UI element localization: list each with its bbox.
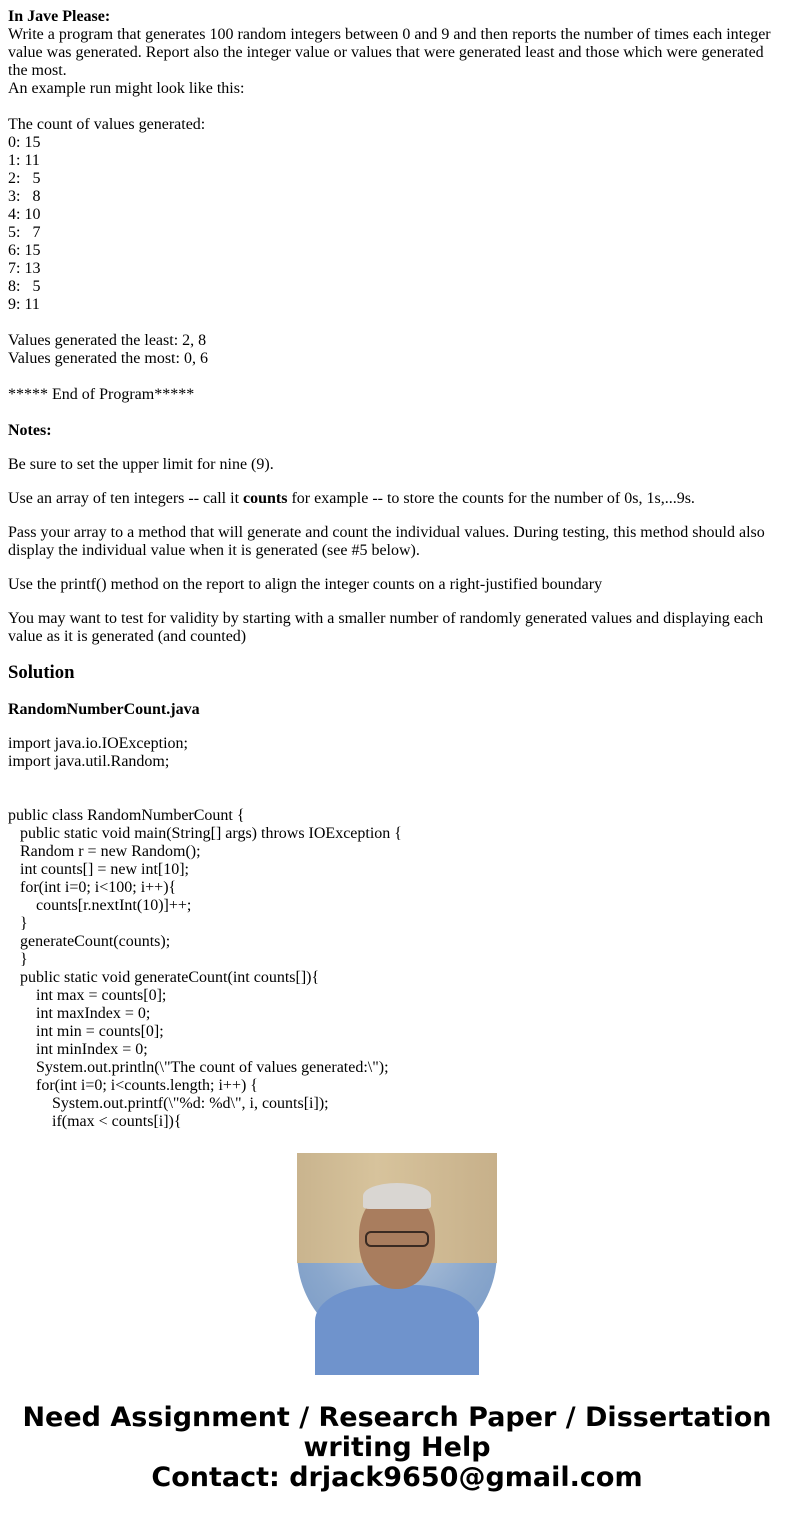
code-line: import java.io.IOException;: [8, 735, 188, 752]
code-line: System.out.println(\"The count of values generated:\");: [36, 1059, 389, 1076]
avatar-shirt: [315, 1285, 479, 1375]
example-count-line: 2: 5: [8, 170, 41, 187]
promo-banner: [0, 1403, 794, 1493]
code-line: for(int i=0; i<counts.length; i++) {: [36, 1077, 258, 1094]
note-1: Be sure to set the upper limit for nine (9).: [8, 456, 274, 473]
code-line: int maxIndex = 0;: [36, 1005, 151, 1022]
question-intro: Write a program that generates 100 random integers between 0 and 9 and then reports the number of times each integer value was generated. Report also the integer value or values that were generated least and those which were generated the most.: [8, 26, 775, 79]
note-2-text-end: for example -- to store the counts for the number of 0s, 1s,...9s.: [287, 490, 695, 507]
document-body: [8, 8, 778, 1130]
code-line: }: [20, 951, 28, 968]
example-count-line: 6: 15: [8, 242, 41, 259]
notes-label: Notes:: [8, 422, 52, 439]
example-end: ***** End of Program*****: [8, 386, 195, 403]
note-2-text: Use an array of ten integers -- call it: [8, 490, 244, 507]
code-line: int counts[] = new int[10];: [20, 861, 189, 878]
example-most: Values generated the most: 0, 6: [8, 350, 208, 367]
question-title: In Jave Please:: [8, 8, 111, 25]
author-avatar: [297, 1153, 497, 1353]
code-line: [8, 771, 778, 789]
banner-line-2: writing Help: [303, 1432, 491, 1463]
note-3: Pass your array to a method that will generate and count the individual values. During testing, this method should also display the individual value when it is generated (see #5 below).: [8, 524, 765, 559]
code-line: [8, 789, 778, 807]
solution-code: [8, 735, 778, 1130]
code-line: Random r = new Random();: [20, 843, 201, 860]
code-line: import java.util.Random;: [8, 753, 170, 770]
example-count-line: 9: 11: [8, 296, 40, 313]
note-5: You may want to test for validity by starting with a smaller number of randomly generated values and displaying each value as it is generated (and counted): [8, 610, 764, 645]
example-least: Values generated the least: 2, 8: [8, 332, 207, 349]
code-line: for(int i=0; i<100; i++){: [20, 879, 177, 896]
code-line: generateCount(counts);: [20, 933, 171, 950]
solution-filename: RandomNumberCount.java: [8, 701, 200, 718]
example-count-line: 3: 8: [8, 188, 41, 205]
example-count-line: 5: 7: [8, 224, 41, 241]
code-line: System.out.printf(\"%d: %d\", i, counts[i]);: [52, 1095, 329, 1112]
example-count-line: 0: 15: [8, 134, 41, 151]
code-line: }: [20, 915, 28, 932]
avatar-glasses: [365, 1231, 429, 1247]
note-4: Use the printf() method on the report to align the integer counts on a right-justified boundary: [8, 576, 603, 593]
example-heading: The count of values generated:: [8, 116, 206, 133]
code-line: if(max < counts[i]){: [52, 1113, 182, 1130]
example-count-line: 1: 11: [8, 152, 40, 169]
example-count-line: 7: 13: [8, 260, 41, 277]
solution-heading: Solution: [8, 662, 75, 683]
example-intro: An example run might look like this:: [8, 80, 245, 97]
banner-line-1: Need Assignment / Research Paper / Dissertation: [22, 1402, 772, 1433]
banner-contact: Contact: drjack9650@gmail.com: [151, 1462, 643, 1493]
example-count-line: 8: 5: [8, 278, 41, 295]
code-line: counts[r.nextInt(10)]++;: [36, 897, 192, 914]
code-line: public static void main(String[] args) throws IOException {: [20, 825, 402, 842]
note-2: [8, 490, 778, 508]
code-line: int minIndex = 0;: [36, 1041, 148, 1058]
code-line: int max = counts[0];: [36, 987, 167, 1004]
code-line: public static void generateCount(int counts[]){: [20, 969, 320, 986]
example-count-line: 4: 10: [8, 206, 41, 223]
avatar-hair: [363, 1183, 431, 1209]
example-counts: [8, 134, 778, 314]
note-2-keyword: counts: [243, 490, 288, 507]
code-line: public class RandomNumberCount {: [8, 807, 245, 824]
code-line: int min = counts[0];: [36, 1023, 164, 1040]
